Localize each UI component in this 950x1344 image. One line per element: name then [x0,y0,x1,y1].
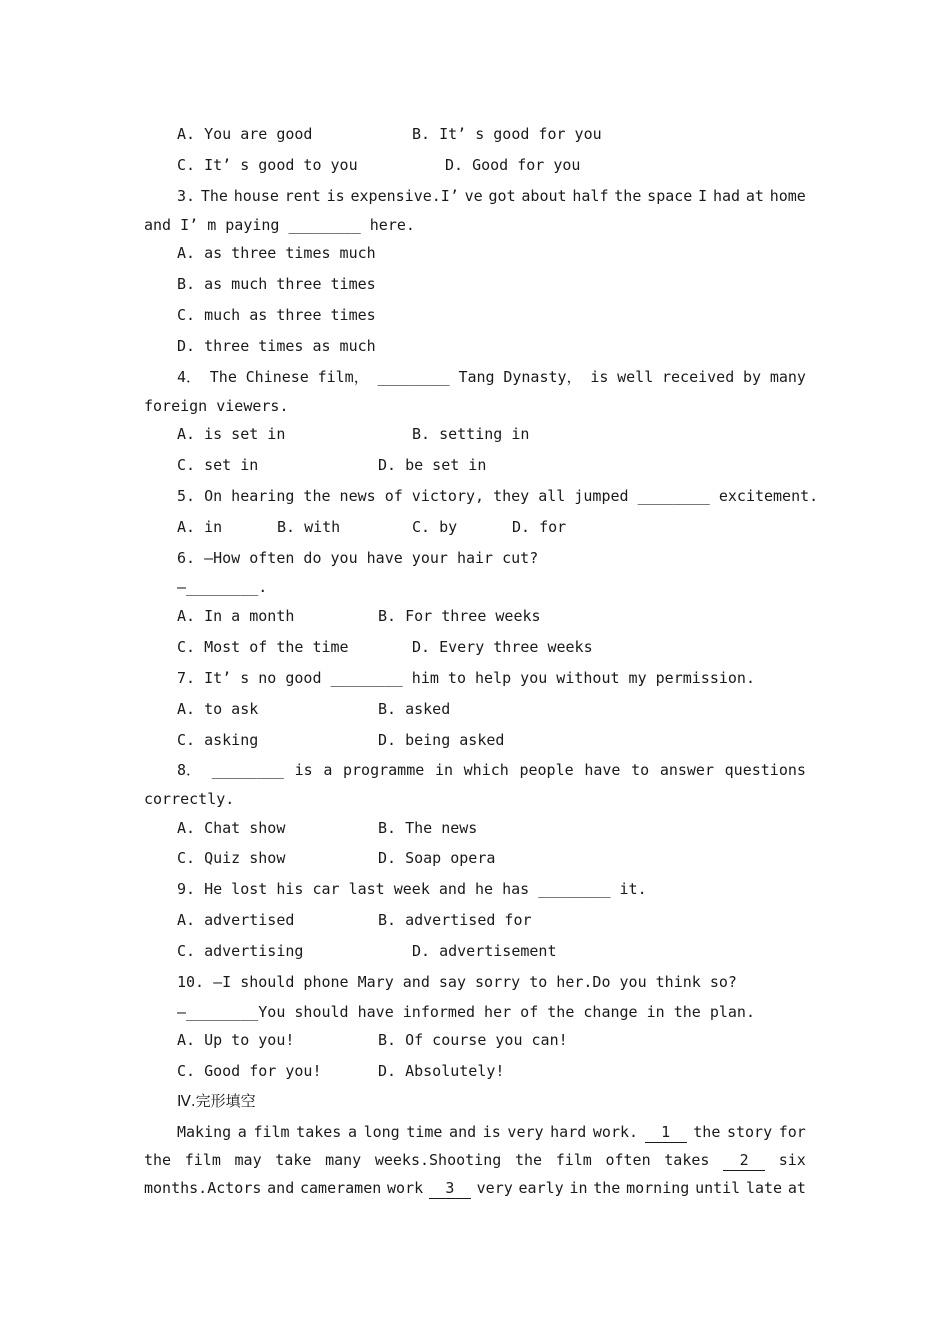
q10-option-b: B. Of course you can! [378,1031,568,1049]
word: early [518,1179,564,1197]
word: ________ [211,761,284,779]
q3-option-a: A. as three times much [177,244,376,262]
word: work. [592,1123,639,1141]
q10-reply: —________You should have informed her of the change in the plan. [177,1003,755,1021]
word: many [325,1151,362,1169]
word: the [144,1151,172,1169]
q8-option-d: D. Soap opera [378,849,496,867]
q5-stem: 5. On hearing the news of victory, they all jumped ________ excitement. [177,487,819,505]
word: takes [296,1123,342,1141]
q6-option-d: D. Every three weeks [412,638,593,656]
word: weeks.Shooting [374,1151,502,1169]
word: Dynasty， [503,368,582,386]
q3-stem-line2: and I’ m paying ________ here. [144,216,415,234]
word: 3. [177,187,196,205]
q10-option-c: C. Good for you! [177,1062,322,1080]
word: for [778,1123,806,1141]
word: Chinese [245,368,309,386]
q5-option-d: D. for [512,518,567,536]
q9-option-d: D. advertisement [412,942,557,960]
word: film [555,1151,592,1169]
word: 4． [177,368,202,386]
word: many [769,368,806,386]
word: house [233,187,279,205]
word: film [253,1123,290,1141]
q9-option-b: B. advertised for [378,911,532,929]
word: The [200,187,228,205]
word: got [488,187,516,205]
word: film， [317,368,369,386]
word: at [745,187,764,205]
q2-option-d: D. Good for you [445,156,581,174]
word: six [778,1151,806,1169]
q6-reply: —________. [177,578,268,596]
q5-option-a: A. in [177,518,223,536]
word: cameramen [300,1179,382,1197]
word: take [275,1151,312,1169]
word: film [184,1151,221,1169]
word: a [237,1123,247,1141]
q2-option-c: C. It’ s good to you [177,156,358,174]
q3-stem-line1 [177,186,806,206]
word: to [631,761,650,779]
word: expensive.I’ [350,187,459,205]
q4-option-c: C. set in [177,456,259,474]
q3-option-b: B. as much three times [177,275,376,293]
word: The [209,368,237,386]
word: Tang [458,368,495,386]
q6-option-a: A. In a month [177,607,295,625]
word: had [712,187,741,205]
word: ve [464,187,483,205]
q10-stem: 10. —I should phone Mary and say sorry to her.Do you think so? [177,973,737,991]
word: time [406,1123,443,1141]
word: may [234,1151,262,1169]
word: programme [343,761,425,779]
q9-stem: 9. He lost his car last week and he has ________ it. [177,880,647,898]
q9-option-a: A. advertised [177,911,295,929]
word: until [695,1179,741,1197]
word: the [514,1151,543,1169]
word: half [572,187,609,205]
word: late [745,1179,783,1197]
word: is [294,761,313,779]
word: home [769,187,806,205]
q8-stem-line1 [177,760,806,780]
q8-stem-line2: correctly. [144,790,235,808]
word: very [507,1123,544,1141]
q6-stem: 6. —How often do you have your hair cut? [177,549,539,567]
word: work [387,1179,424,1197]
q8-option-a: A. Chat show [177,819,286,837]
q10-option-a: A. Up to you! [177,1031,295,1049]
word: 8． [177,761,202,779]
q2-option-a: A. You are good [177,125,313,143]
word: rent [284,187,321,205]
word: about [521,187,567,205]
word: by [743,368,762,386]
word: the [693,1123,721,1141]
word: the [614,187,642,205]
word: people [519,761,574,779]
word: hard [550,1123,587,1141]
q3-option-d: D. three times as much [177,337,376,355]
q7-option-d: D. being asked [378,731,505,749]
word: I [698,187,708,205]
q7-stem: 7. It’ s no good ________ him to help you without my permission. [177,669,755,687]
word: questions [724,761,806,779]
q4-stem-line1 [177,367,806,387]
word: received [662,368,735,386]
word: which [463,761,509,779]
word: very [476,1179,513,1197]
q10-option-d: D. Absolutely! [378,1062,505,1080]
cloze-passage-line3 [144,1178,806,1199]
word: have [584,761,621,779]
word: takes [664,1151,710,1169]
word: and [267,1179,295,1197]
word: ________ [377,368,450,386]
q5-option-c: C. by [412,518,458,536]
cloze-blank: 3 [429,1178,471,1199]
word: often [605,1151,651,1169]
q9-option-c: C. advertising [177,942,304,960]
word: Making [177,1123,232,1141]
word: a [323,761,333,779]
q2-option-b: B. It’ s good for you [412,125,602,143]
q7-option-a: A. to ask [177,700,259,718]
word: is [590,368,609,386]
cloze-blank: 1 [645,1122,687,1143]
q8-option-c: C. Quiz show [177,849,286,867]
q7-option-b: B. asked [378,700,451,718]
word: in [434,761,453,779]
word: in [569,1179,588,1197]
word: at [787,1179,806,1197]
word: a [347,1123,357,1141]
q5-option-b: B. with [277,518,341,536]
section-heading-cloze: Ⅳ.完形填空 [177,1092,256,1110]
word: long [363,1123,400,1141]
word: space [647,187,693,205]
q4-option-b: B. setting in [412,425,530,443]
q4-stem-line2: foreign viewers. [144,397,289,415]
word: months.Actors [144,1179,262,1197]
q4-option-d: D. be set in [378,456,487,474]
word: the [593,1179,621,1197]
cloze-passage-line2 [144,1150,806,1171]
cloze-passage-line1 [177,1122,806,1143]
q3-option-c: C. much as three times [177,306,376,324]
word: morning [626,1179,690,1197]
cloze-blank: 2 [723,1150,765,1171]
word: answer [659,761,714,779]
word: story [726,1123,773,1141]
q6-option-c: C. Most of the time [177,638,349,656]
q6-option-b: B. For three weeks [378,607,541,625]
q7-option-c: C. asking [177,731,259,749]
word: is [482,1123,501,1141]
q8-option-b: B. The news [378,819,478,837]
q4-option-a: A. is set in [177,425,286,443]
word: is [326,187,345,205]
word: and [449,1123,477,1141]
word: well [617,368,654,386]
